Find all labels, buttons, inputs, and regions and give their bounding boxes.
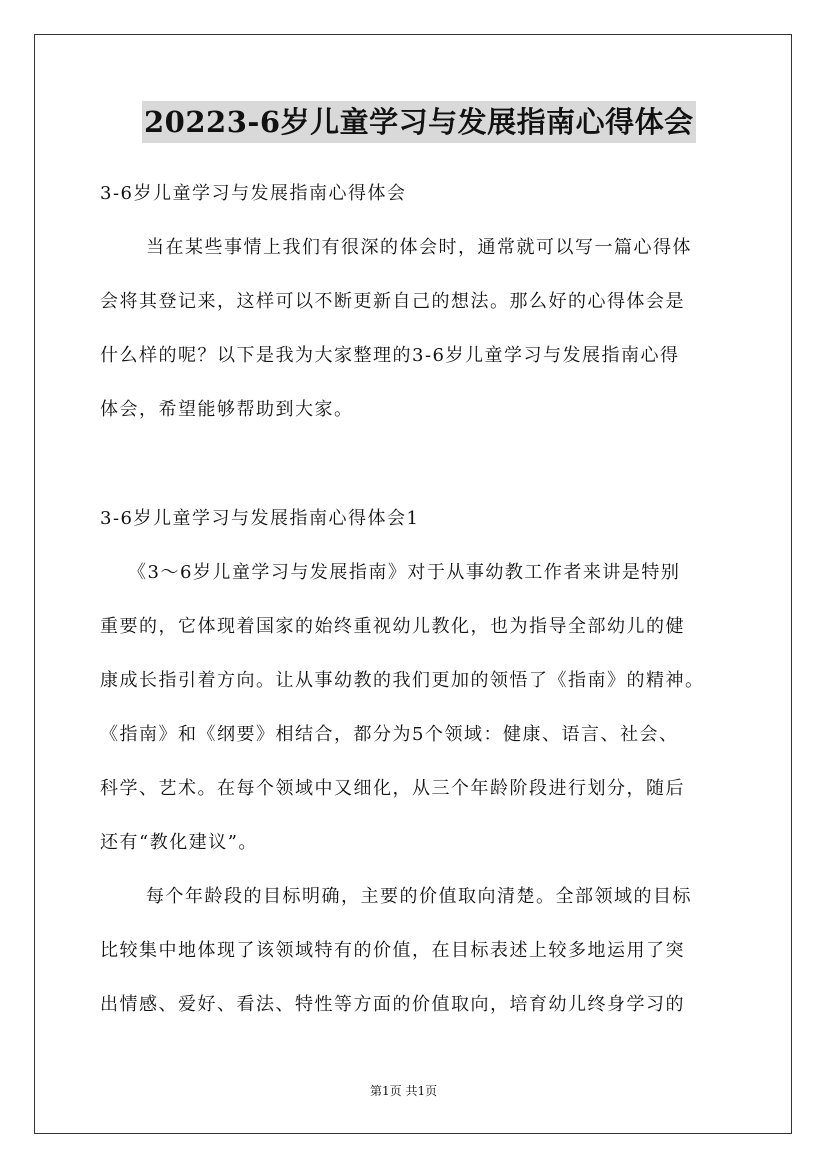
intro-line-3: 什么样的呢？以下是我为大家整理的3-6岁儿童学习与发展指南心得 <box>100 345 680 366</box>
body-line-9: 出情感、爱好、看法、特性等方面的价值取向，培育幼儿终身学习的 <box>100 994 685 1015</box>
body-line-4: 《指南》和《纲要》相结合，都分为5个领域：健康、语言、社会、 <box>100 724 679 745</box>
subtitle: 3-6岁儿童学习与发展指南心得体会 <box>100 183 407 204</box>
body-line-3: 康成长指引着方向。让从事幼教的我们更加的领悟了《指南》的精神。 <box>100 670 705 691</box>
body-line-6: 还有“教化建议”。 <box>100 832 258 853</box>
intro-line-1: 当在某些事情上我们有很深的体会时，通常就可以写一篇心得体 <box>146 237 692 258</box>
body-line-5: 科学、艺术。在每个领域中又细化，从三个年龄阶段进行划分，随后 <box>100 778 685 799</box>
intro-line-4: 体会，希望能够帮助到大家。 <box>100 399 354 420</box>
body-line-8: 比较集中地体现了该领域特有的价值，在目标表述上较多地运用了突 <box>100 940 685 961</box>
intro-line-2: 会将其登记来，这样可以不断更新自己的想法。那么好的心得体会是 <box>100 291 685 312</box>
section-heading: 3-6岁儿童学习与发展指南心得体会1 <box>100 508 420 529</box>
document-title: 20223-6岁儿童学习与发展指南心得体会 <box>142 101 696 143</box>
page-number: 第1页 共1页 <box>370 1084 438 1098</box>
body-line-1: 《3～6岁儿童学习与发展指南》对于从事幼教工作者来讲是特别 <box>128 562 681 583</box>
body-line-2: 重要的，它体现着国家的始终重视幼儿教化，也为指导全部幼儿的健 <box>100 616 685 637</box>
body-line-7: 每个年龄段的目标明确，主要的价值取向清楚。全部领域的目标 <box>146 886 692 907</box>
